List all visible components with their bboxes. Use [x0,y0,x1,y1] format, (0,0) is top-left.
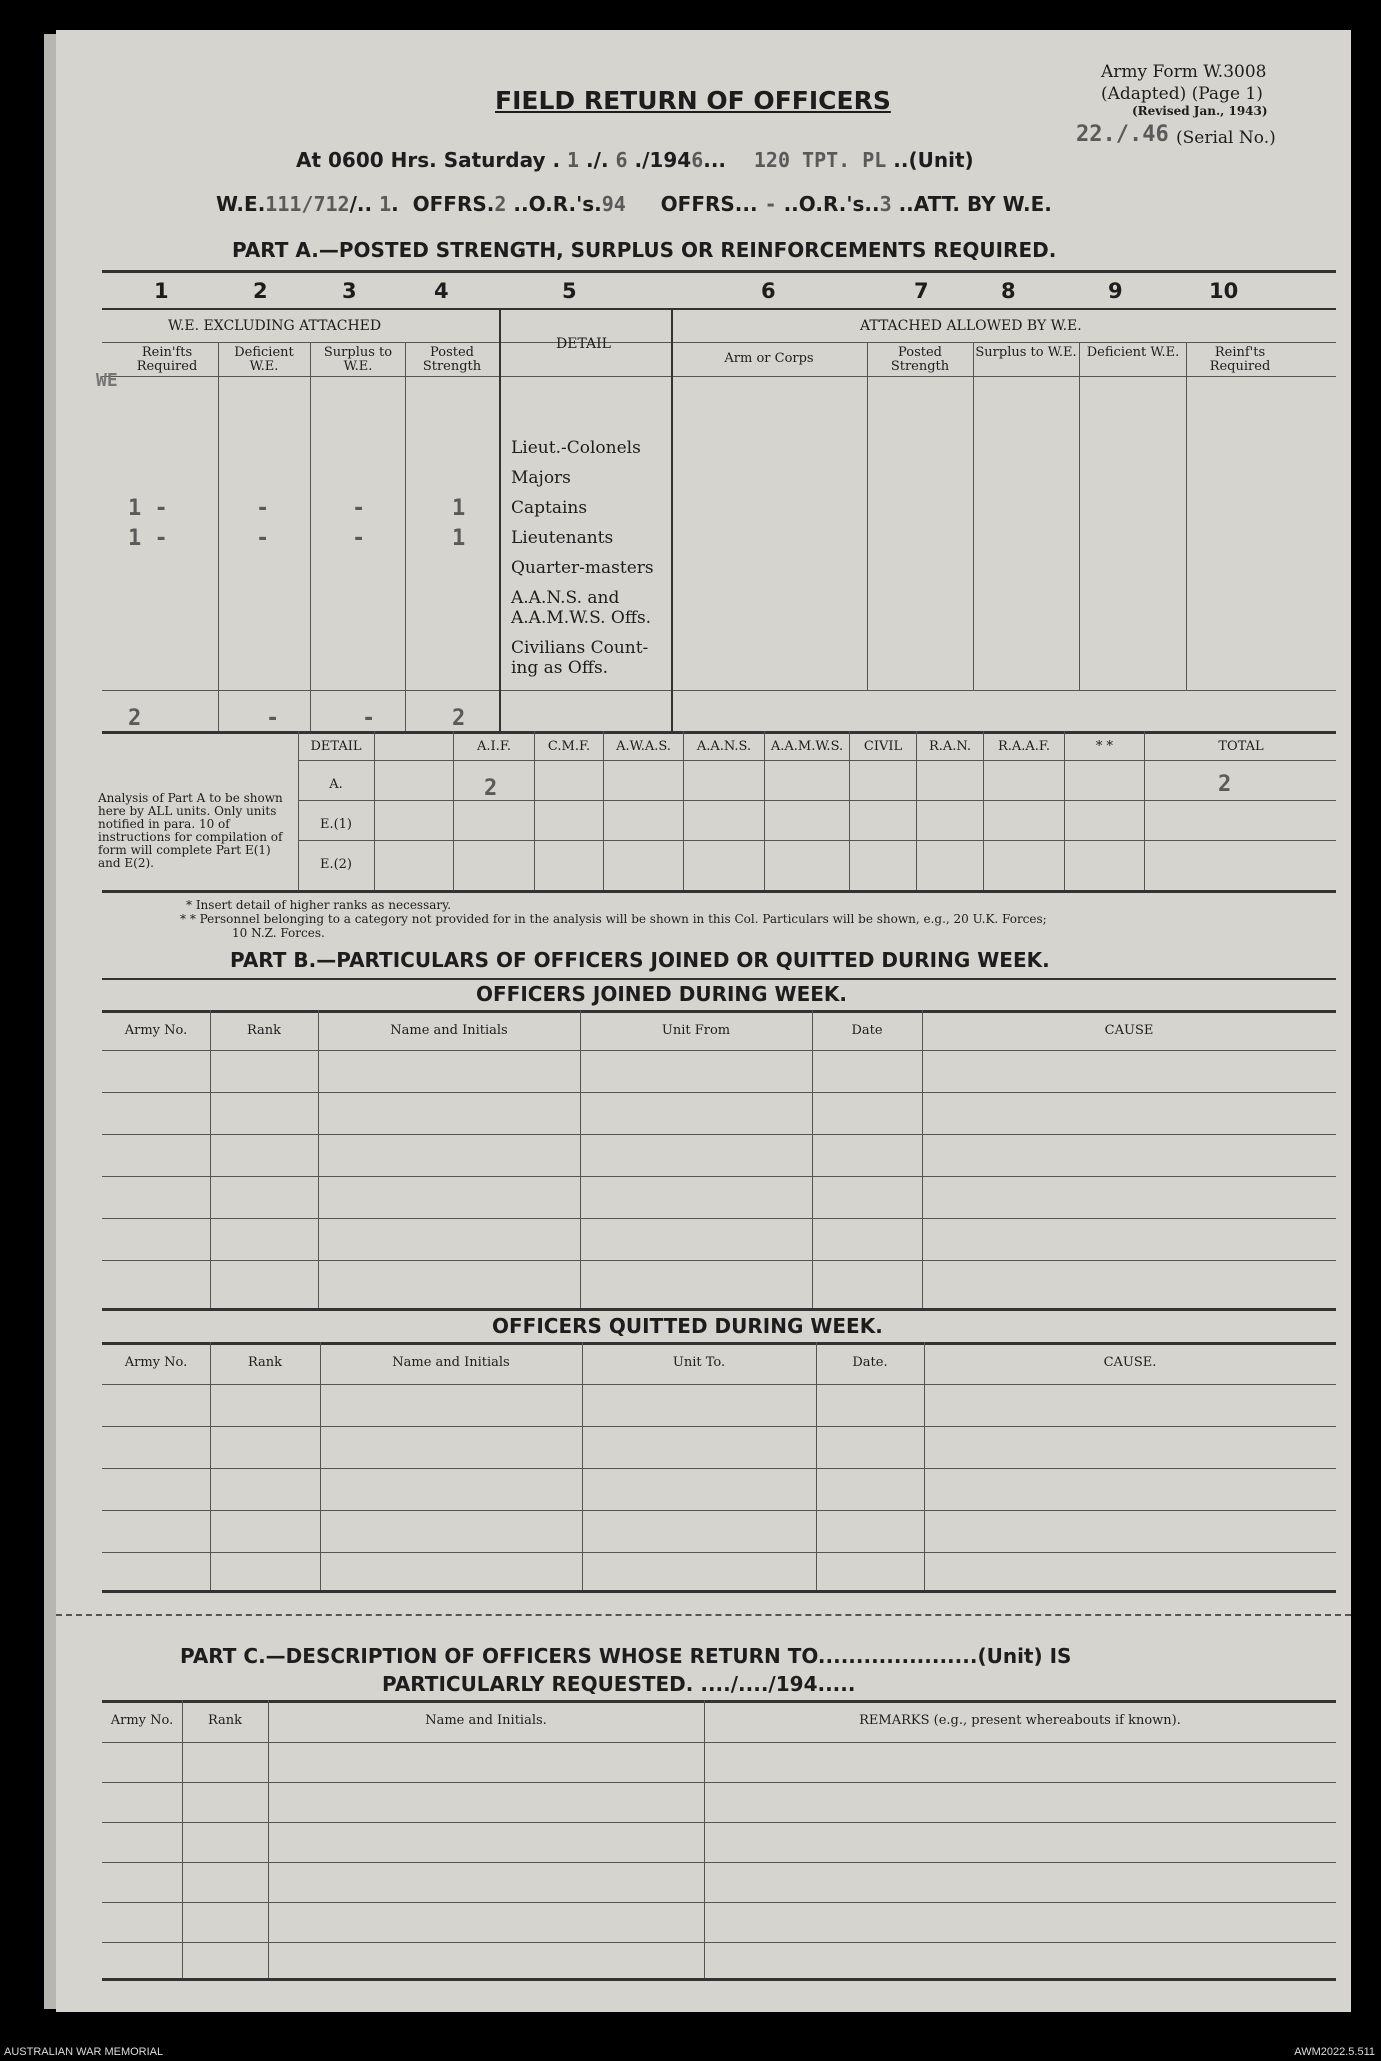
footer-right: AWM2022.5.511 [1294,2046,1375,2058]
joined-row-rule-3 [102,1176,1336,1177]
v-c-1 [182,1700,183,1978]
part-c-title-line2: PARTICULARLY REQUESTED. ..../..../194..... [382,1672,856,1696]
joined-top-rule [102,1010,1336,1013]
col-posted-strength: Posted Strength [422,345,482,374]
v-an-2 [453,731,454,890]
v-col1 [218,342,219,731]
date-line: At 0600 Hrs. Saturday . 1 ./. 6 ./1946... 120 TPT. PL ..(Unit) [296,148,974,172]
col-number-9: 9 [1108,279,1123,303]
quitted-bottom-rule [102,1590,1336,1593]
quitted-col-cause: CAUSE. [1103,1355,1157,1370]
joined-header-rule [102,1050,1336,1051]
joined-col-date: Date [851,1023,883,1038]
v-col9 [1186,342,1187,691]
analysis-bottom-rule [102,890,1336,893]
v-an-8 [916,731,917,890]
v-col2 [310,342,311,731]
quitted-col-date: Date. [852,1355,888,1370]
v-j-1 [210,1010,211,1308]
ors-value: 94 [601,192,626,216]
an-head-ran: R.A.N. [928,739,972,754]
col-surplus: Surplus to W.E. [323,345,393,374]
v-an-10 [1064,731,1065,890]
quitted-row-rule-4 [102,1552,1336,1553]
v-c-2 [268,1700,269,1978]
part-a-top-rule [102,270,1336,273]
v-c-3 [704,1700,705,1978]
an-row-a: A. [329,777,343,792]
we-label: W.E. [216,192,266,216]
col-reinfts-required: Rein'fts Required [136,345,198,374]
total-deficient: - [266,706,280,731]
analysis-note: Analysis of Part A to be shown here by ALL units. Only units notified in para. 10 of instructions for compilation of form will complete Part E(1) and E(2). [98,791,283,870]
an-row-e1: E.(1) [319,817,353,832]
col-number-10: 10 [1209,279,1239,303]
part-c-row-rule-5 [102,1942,1336,1943]
detail-civilians: Civilians Count-ing as Offs. [511,638,649,678]
v-j-2 [318,1010,319,1308]
col-number-7: 7 [914,279,929,303]
captains-posted: 1 [452,496,466,521]
tear-line [56,1614,1351,1616]
lieutenants-surplus: - [352,526,366,551]
v-j-3 [580,1010,581,1308]
we-line: W.E.111/712/.. 1. OFFRS.2 ..O.R.'s.94 OFFRS... - ..O.R.'s..3 ..ATT. BY W.E. [216,192,1052,216]
form-id-line2: (Adapted) (Page 1) [1101,84,1263,104]
footer-left: AUSTRALIAN WAR MEMORIAL [4,2046,164,2058]
joined-row-rule-2 [102,1134,1336,1135]
quitted-title: OFFICERS QUITTED DURING WEEK. [492,1314,883,1338]
joined-col-cause: CAUSE [1104,1023,1154,1038]
an-head-cmf: C.M.F. [547,739,591,754]
detail-aans-aamws: A.A.N.S. and A.A.M.W.S. Offs. [511,588,652,628]
serial-number: 22./.46 [1076,122,1169,147]
part-c-row-rule-1 [102,1782,1336,1783]
v-an-4 [603,731,604,890]
offrs-label: OFFRS. [412,192,495,216]
col-number-3: 3 [342,279,357,303]
v-an-7 [849,731,850,890]
part-b-rule [102,978,1336,980]
col-number-5: 5 [562,279,577,303]
ors2-label: O.R.'s. [798,192,872,216]
quitted-row-rule-3 [102,1510,1336,1511]
detail-lieut-colonels: Lieut.-Colonels [511,438,641,458]
joined-title: OFFICERS JOINED DURING WEEK. [476,982,848,1006]
an-head-detail: DETAIL [310,739,362,754]
v-an-3 [534,731,535,890]
part-c-col-army-no: Army No. [110,1713,174,1728]
part-a-group-rule [102,342,1336,343]
offrs2-label: OFFRS. [660,192,743,216]
form-sheet [56,30,1351,2012]
joined-col-unit-from: Unit From [661,1023,731,1038]
col-number-6: 6 [761,279,776,303]
an-total-a-value: 2 [1218,772,1232,797]
an-head-awas: A.W.A.S. [616,739,671,754]
v-an-0 [298,731,299,890]
quitted-top-rule [102,1342,1336,1345]
ors2-value: 3 [879,192,892,216]
v-q-3 [582,1342,583,1590]
v-j-5 [922,1010,923,1308]
v-an-6 [764,731,765,890]
quitted-row-rule-1 [102,1426,1336,1427]
v-col8 [1079,342,1080,691]
part-a-num-rule [102,308,1336,310]
v-an-1 [374,731,375,890]
lieutenants-posted: 1 [452,526,466,551]
part-c-top-rule [102,1700,1336,1703]
we-suffix: 1 [379,192,392,216]
an-aif-a-value: 2 [484,776,498,801]
col-number-2: 2 [253,279,268,303]
lieutenants-reinfts: 1 - [128,526,168,551]
footnote-1: * Insert detail of higher ranks as necessary. [186,898,452,912]
part-a-title: PART A.—POSTED STRENGTH, SURPLUS OR REINFORCEMENTS REQUIRED. [232,238,1057,262]
col-number-1: 1 [154,279,169,303]
page-title: FIELD RETURN OF OFFICERS [495,86,891,115]
part-c-col-name: Name and Initials. [425,1713,547,1728]
joined-col-name: Name and Initials [390,1023,508,1038]
footnote-3: 10 N.Z. Forces. [232,926,325,940]
we-mark: WE [96,370,118,391]
v-q-1 [210,1342,211,1590]
an-head-other: * * [1095,739,1114,754]
quitted-col-unit-to: Unit To. [672,1355,726,1370]
offrs-value: 2 [494,192,507,216]
col-arm-or-corps: Arm or Corps [724,351,814,366]
footnote-2: * * Personnel belonging to a category not provided for in the analysis will be shown in this Col. Particulars will be shown, e.g., 20 U.K. Forces; [180,912,1047,926]
part-b-title: PART B.—PARTICULARS OF OFFICERS JOINED OR QUITTED DURING WEEK. [230,948,1050,972]
col-deficient: Deficient W.E. [234,345,294,374]
quitted-row-rule-2 [102,1468,1336,1469]
an-head-aans: A.A.N.S. [696,739,752,754]
offrs2-value: - [764,192,777,216]
att-label: ATT. BY W.E. [913,192,1052,216]
detail-header: DETAIL [556,336,611,352]
v-col5 [671,308,673,731]
col-att-reinfts: Reinf'ts Required [1209,345,1271,374]
date-year-digit: 6 [691,148,704,172]
part-c-row-rule-2 [102,1822,1336,1823]
date-day: 1 [567,148,580,172]
joined-row-rule-4 [102,1218,1336,1219]
v-col6 [867,342,868,691]
v-q-5 [924,1342,925,1590]
an-head-raaf: R.A.A.F. [997,739,1051,754]
unit-value: 120 TPT. PL [753,148,887,172]
an-head-civil: CIVIL [863,739,903,754]
part-c-col-rank: Rank [207,1713,243,1728]
v-q-2 [320,1342,321,1590]
v-col3 [405,342,406,731]
form-id-line3: (Revised Jan., 1943) [1132,104,1268,118]
detail-majors: Majors [511,468,571,488]
we-value: 111/712 [265,192,350,216]
joined-row-rule-1 [102,1092,1336,1093]
v-j-4 [812,1010,813,1308]
v-an-11 [1144,731,1145,890]
part-c-title-line1: PART C.—DESCRIPTION OF OFFICERS WHOSE RETURN TO.....................(Unit) IS [180,1644,1072,1668]
total-reinfts: 2 [128,706,142,731]
an-row-e2: E.(2) [319,857,353,872]
lieutenants-deficient: - [256,526,270,551]
part-c-row-rule-4 [102,1902,1336,1903]
group-right-label: ATTACHED ALLOWED BY W.E. [860,318,1082,334]
total-surplus: - [362,706,376,731]
v-q-4 [816,1342,817,1590]
joined-bottom-rule [102,1308,1336,1311]
part-c-bottom-rule [102,1978,1336,1981]
col-number-4: 4 [434,279,449,303]
v-col7 [973,342,974,691]
form-id-line1: Army Form W.3008 [1101,62,1267,82]
col-att-deficient: Deficient W.E. [1086,345,1180,360]
quitted-header-rule [102,1384,1336,1385]
quitted-col-rank: Rank [247,1355,283,1370]
joined-col-rank: Rank [246,1023,282,1038]
part-c-col-remarks: REMARKS (e.g., present whereabouts if known). [859,1713,1181,1728]
part-c-header-rule [102,1742,1336,1743]
v-col4 [499,308,501,731]
detail-lieutenants: Lieutenants [511,528,614,548]
col-att-posted-strength: Posted Strength [890,345,950,374]
group-left-label: W.E. EXCLUDING ATTACHED [168,318,382,334]
captains-surplus: - [352,496,366,521]
date-prefix: At 0600 Hrs. Saturday [296,148,546,172]
captains-deficient: - [256,496,270,521]
part-a-header-rule [102,376,1336,377]
part-a-body-rule [102,690,1336,691]
quitted-col-name: Name and Initials [392,1355,510,1370]
an-head-aamws: A.A.M.W.S. [770,739,844,754]
an-head-total: TOTAL [1218,739,1264,754]
joined-col-army-no: Army No. [124,1023,188,1038]
detail-captains: Captains [511,498,588,518]
date-month: 6 [615,148,628,172]
unit-label: (Unit) [908,148,974,172]
part-c-row-rule-3 [102,1862,1336,1863]
v-an-5 [683,731,684,890]
captains-reinfts: 1 - [128,496,168,521]
an-head-aif: A.I.F. [477,739,511,754]
col-att-surplus: Surplus to W.E. [975,345,1077,360]
quitted-col-army-no: Army No. [124,1355,188,1370]
col-number-8: 8 [1001,279,1016,303]
serial-label: (Serial No.) [1176,128,1276,148]
joined-row-rule-5 [102,1260,1336,1261]
date-year-prefix: /194 [642,148,692,172]
ors-label: O.R.'s. [528,192,602,216]
v-an-9 [983,731,984,890]
detail-quarter-masters: Quarter-masters [511,558,654,578]
part-a-bottom-rule [102,731,1336,734]
total-posted: 2 [452,706,466,731]
